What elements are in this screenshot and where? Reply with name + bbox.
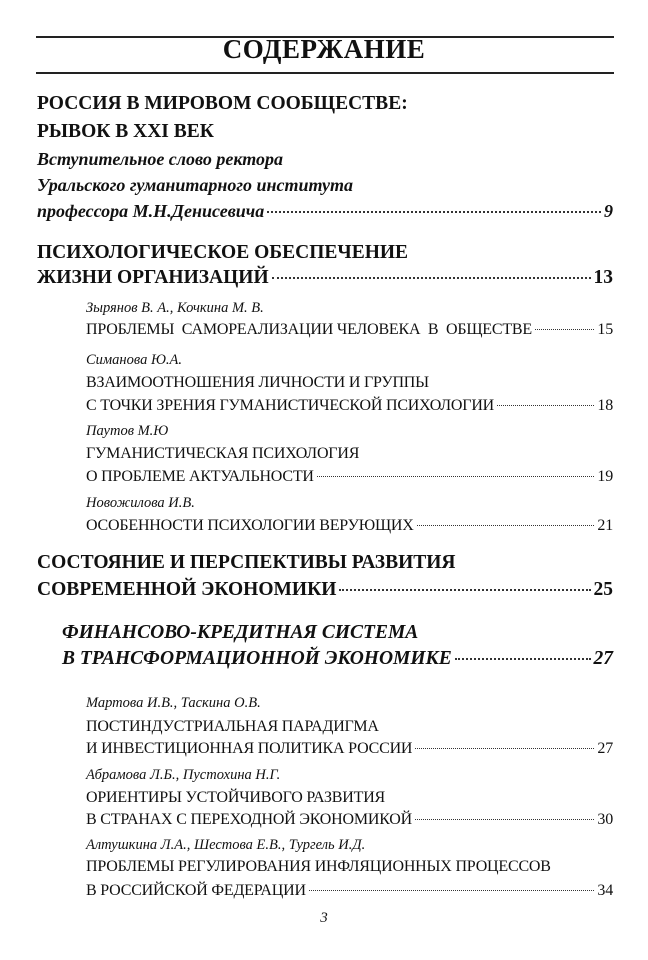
toc-entry-article[interactable] [86, 740, 613, 758]
article-title: И ИНВЕСТИЦИОННАЯ ПОЛИТИКА РОССИИ [86, 740, 413, 757]
article-authors: Новожилова И.В. [86, 495, 195, 511]
toc-entry-article[interactable] [86, 468, 613, 486]
page-ref: 21 [597, 517, 613, 534]
toc-entry-article[interactable] [86, 321, 613, 339]
article-authors: Алтушкина Л.А., Шестова Е.В., Тургель И.Д. [86, 837, 366, 853]
leader-dots [272, 277, 591, 279]
article-authors: Мартова И.В., Таскина О.В. [86, 695, 261, 711]
article-title: ВЗАИМООТНОШЕНИЯ ЛИЧНОСТИ И ГРУППЫ [86, 374, 429, 391]
page-ref: 30 [597, 811, 613, 828]
leader-dots [339, 589, 590, 591]
page-ref: 18 [597, 397, 613, 414]
intro-heading-line: РЫВОК В XXI ВЕК [37, 121, 214, 142]
section-heading-line: ПСИХОЛОГИЧЕСКОЕ ОБЕСПЕЧЕНИЕ [37, 242, 409, 263]
article-authors: Симанова Ю.А. [86, 352, 183, 368]
article-title: ОРИЕНТИРЫ УСТОЙЧИВОГО РАЗВИТИЯ [86, 789, 386, 806]
toc-entry-section2[interactable] [37, 579, 613, 601]
intro-heading-line: РОССИЯ В МИРОВОМ СООБЩЕСТВЕ: [37, 93, 408, 114]
toc-entry-subsection[interactable] [62, 648, 613, 670]
subsection-heading-line: В ТРАНСФОРМАЦИОННОЙ ЭКОНОМИКЕ [62, 648, 452, 669]
page-ref: 25 [593, 579, 613, 600]
leader-dots [267, 211, 601, 213]
section-heading-line: ЖИЗНИ ОРГАНИЗАЦИЙ [37, 267, 269, 288]
article-title: ПОСТИНДУСТРИАЛЬНАЯ ПАРАДИГМА [86, 718, 379, 735]
article-title: ГУМАНИСТИЧЕСКАЯ ПСИХОЛОГИЯ [86, 445, 360, 462]
leader-dots [455, 658, 591, 660]
page-ref: 34 [597, 882, 613, 899]
article-title: ОСОБЕННОСТИ ПСИХОЛОГИИ ВЕРУЮЩИХ [86, 517, 414, 534]
toc-entry-intro[interactable] [37, 201, 613, 222]
page-ref: 27 [593, 648, 613, 669]
leader-dots [415, 748, 594, 749]
page-ref: 27 [597, 740, 613, 757]
toc-entry-article[interactable] [86, 882, 613, 900]
article-title: В РОССИЙСКОЙ ФЕДЕРАЦИИ [86, 882, 306, 899]
page-ref: 19 [597, 468, 613, 485]
leader-dots [535, 329, 594, 330]
page-number: 3 [320, 910, 328, 926]
intro-subtitle-line: профессора М.Н.Денисевича [37, 201, 265, 221]
article-title: С ТОЧКИ ЗРЕНИЯ ГУМАНИСТИЧЕСКОЙ ПСИХОЛОГИИ [86, 397, 495, 414]
toc-entry-section1[interactable] [37, 267, 613, 289]
title-rule [36, 72, 614, 74]
leader-dots [309, 890, 595, 891]
article-authors: Абрамова Л.Б., Пустохина Н.Г. [86, 767, 281, 783]
page-ref: 9 [604, 201, 613, 221]
toc-entry-article[interactable] [86, 517, 613, 535]
article-title: В СТРАНАХ С ПЕРЕХОДНОЙ ЭКОНОМИКОЙ [86, 811, 413, 828]
article-title: О ПРОБЛЕМЕ АКТУАЛЬНОСТИ [86, 468, 314, 485]
page-ref: 15 [597, 321, 613, 338]
section-heading-line: СОВРЕМЕННОЙ ЭКОНОМИКИ [37, 579, 337, 600]
page-title: СОДЕРЖАНИЕ [222, 34, 426, 64]
subsection-heading-line: ФИНАНСОВО-КРЕДИТНАЯ СИСТЕМА [62, 622, 419, 643]
leader-dots [497, 405, 594, 406]
intro-subtitle-line: Вступительное слово ректора [37, 149, 283, 169]
article-authors: Зырянов В. А., Кочкина М. В. [86, 300, 264, 316]
leader-dots [317, 476, 595, 477]
toc-entry-article[interactable] [86, 397, 613, 415]
leader-dots [415, 819, 594, 820]
section-heading-line: СОСТОЯНИЕ И ПЕРСПЕКТИВЫ РАЗВИТИЯ [37, 552, 456, 573]
toc-entry-article[interactable] [86, 811, 613, 829]
leader-dots [417, 525, 595, 526]
article-title: ПРОБЛЕМЫ РЕГУЛИРОВАНИЯ ИНФЛЯЦИОННЫХ ПРОЦЕССОВ [86, 858, 551, 875]
article-title: ПРОБЛЕМЫ САМОРЕАЛИЗАЦИИ ЧЕЛОВЕКА В ОБЩЕСТВЕ [86, 321, 532, 338]
intro-subtitle-line: Уральского гуманитарного института [37, 175, 354, 195]
page-ref: 13 [593, 267, 613, 288]
article-authors: Паутов М.Ю [86, 423, 169, 439]
